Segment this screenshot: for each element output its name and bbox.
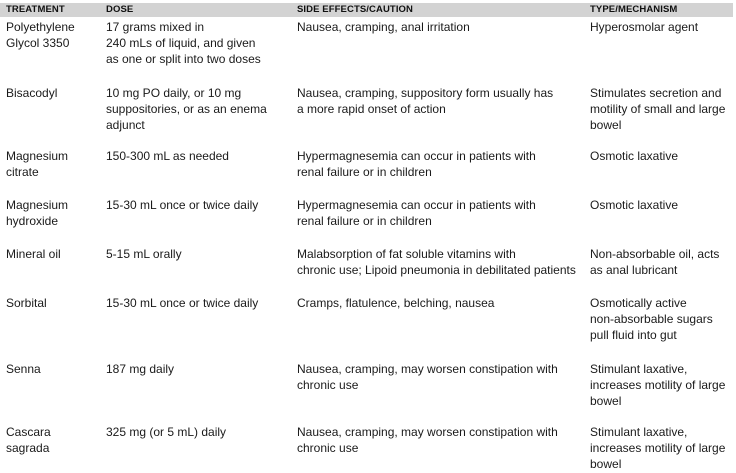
dose-cell: 15-30 mL once or twice daily — [106, 198, 259, 212]
treatment-cell: Senna — [6, 362, 41, 376]
mechanism-cell: Osmotically active non-absorbable sugars pull fluid into gut — [590, 296, 713, 342]
side-effects-cell: Nausea, cramping, suppository form usually has a more rapid onset of action — [297, 86, 554, 116]
dose-cell: 17 grams mixed in 240 mLs of liquid, and given as one or split into two doses — [106, 20, 261, 66]
side-effects-cell: Hypermagnesemia can occur in patients with renal failure or in children — [297, 198, 536, 228]
dose-cell: 325 mg (or 5 mL) daily — [106, 425, 227, 439]
treatment-cell: Polyethylene Glycol 3350 — [6, 20, 75, 50]
side-effects-cell: Cramps, flatulence, belching, nausea — [297, 296, 495, 310]
treatment-cell: Magnesium citrate — [6, 149, 69, 179]
side-effects-cell: Malabsorption of fat soluble vitamins with chronic use; Lipoid pneumonia in debilitated patients — [297, 247, 576, 277]
header-dose: DOSE — [106, 4, 134, 15]
mechanism-cell: Osmotic laxative — [590, 198, 679, 212]
mechanism-cell: Stimulant laxative, increases motility of large bowel — [590, 362, 726, 408]
dose-cell: 10 mg PO daily, or 10 mg suppositories, or as an enema adjunct — [106, 86, 267, 132]
table-header — [0, 3, 733, 17]
dose-cell: 150-300 mL as needed — [106, 149, 229, 163]
treatment-cell: Bisacodyl — [6, 86, 58, 100]
mechanism-cell: Stimulant laxative, increases motility of large bowel — [590, 425, 726, 471]
treatment-cell: Sorbital — [6, 296, 47, 310]
dose-cell: 187 mg daily — [106, 362, 175, 376]
header-mechanism: TYPE/MECHANISM — [590, 4, 678, 15]
treatment-cell: Mineral oil — [6, 247, 61, 261]
mechanism-cell: Stimulates secretion and motility of small and large bowel — [590, 86, 726, 132]
treatment-cell: Cascara sagrada — [6, 425, 51, 455]
treatment-cell: Magnesium hydroxide — [6, 198, 69, 228]
header-treatment: TREATMENT — [6, 4, 65, 15]
dose-cell: 5-15 mL orally — [106, 247, 182, 261]
dose-cell: 15-30 mL once or twice daily — [106, 296, 259, 310]
mechanism-cell: Hyperosmolar agent — [590, 20, 699, 34]
side-effects-cell: Nausea, cramping, may worsen constipation with chronic use — [297, 362, 558, 392]
side-effects-cell: Hypermagnesemia can occur in patients with renal failure or in children — [297, 149, 536, 179]
header-side-effects: SIDE EFFECTS/CAUTION — [297, 4, 414, 15]
mechanism-cell: Non-absorbable oil, acts as anal lubricant — [590, 247, 720, 277]
mechanism-cell: Osmotic laxative — [590, 149, 679, 163]
side-effects-cell: Nausea, cramping, anal irritation — [297, 20, 470, 34]
side-effects-cell: Nausea, cramping, may worsen constipation with chronic use — [297, 425, 558, 455]
